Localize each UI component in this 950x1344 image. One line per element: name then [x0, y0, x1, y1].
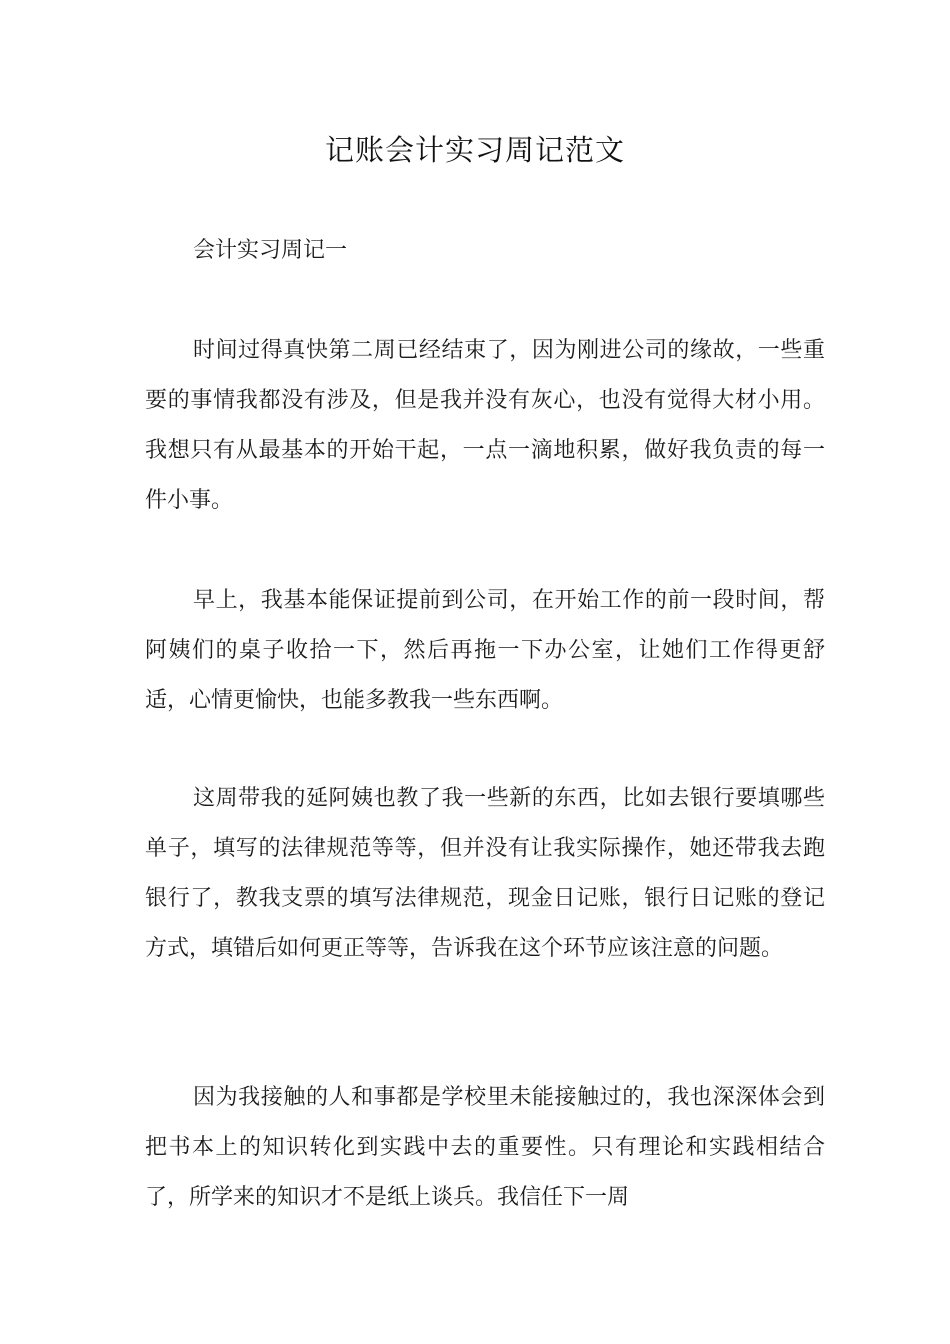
- paragraph-4: 因为我接触的人和事都是学校里未能接触过的，我也深深体会到把书本上的知识转化到实践中去的重要性。只有理论和实践相结合了，所学来的知识才不是纸上谈兵。我信任下一周: [145, 1085, 825, 1210]
- document-title: 记账会计实习周记范文: [324, 133, 625, 167]
- paragraph-3: 这周带我的延阿姨也教了我一些新的东西，比如去银行要填哪些单子，填写的法律规范等等，但并没有让我实际操作，她还带我去跑银行了，教我支票的填写法律规范，现金日记账，银行日记账的登记方式，填错后如何更正等等，告诉我在这个环节应该注意的问题。: [145, 786, 825, 961]
- paragraph-2: 早上，我基本能保证提前到公司，在开始工作的前一段时间，帮阿姨们的桌子收拾一下，然后再拖一下办公室，让她们工作得更舒适，心情更愉快，也能多教我一些东西啊。: [145, 588, 825, 713]
- paragraph-1: 时间过得真快第二周已经结束了，因为刚进公司的缘故，一些重要的事情我都没有涉及，但是我并没有灰心，也没有觉得大材小用。我想只有从最基本的开始干起，一点一滴地积累，做好我负责的每一件小事。: [145, 338, 825, 513]
- section-heading: 会计实习周记一: [193, 238, 348, 263]
